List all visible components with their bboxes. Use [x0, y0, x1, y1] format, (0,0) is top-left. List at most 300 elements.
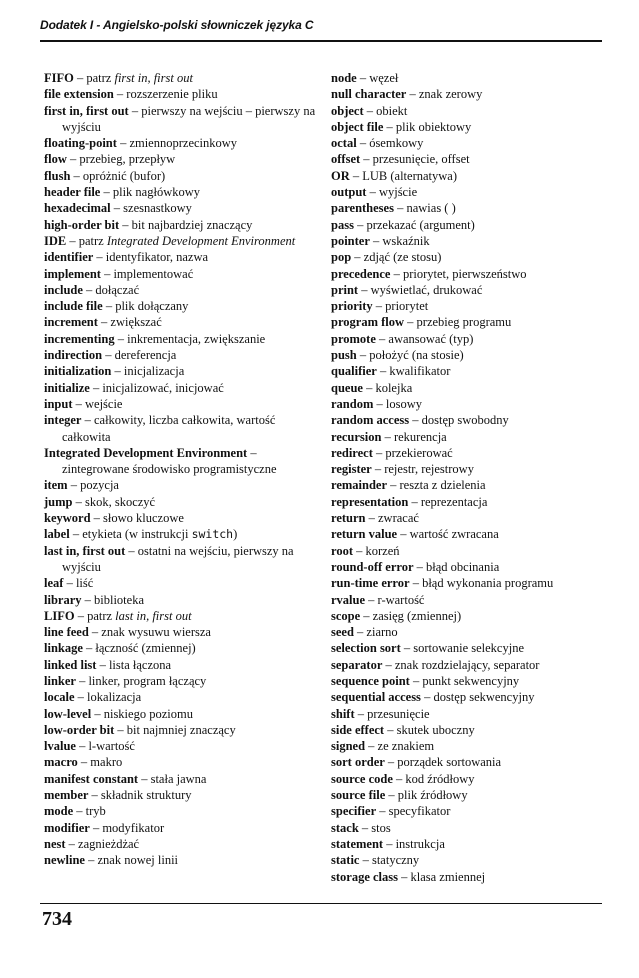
glossary-entry	[331, 477, 601, 493]
glossary-definition	[354, 218, 475, 232]
glossary-term: linker	[44, 673, 76, 688]
glossary-entry	[331, 135, 601, 151]
glossary-entry	[44, 103, 324, 136]
glossary-definition	[393, 772, 475, 786]
definition-text: – znak zerowy	[406, 87, 483, 102]
glossary-term: LIFO	[44, 608, 75, 623]
glossary-term: sort order	[331, 755, 385, 770]
glossary-entry	[331, 461, 601, 477]
glossary-term: random	[331, 396, 374, 411]
definition-text: – specyfikator	[376, 804, 451, 819]
glossary-term: locale	[44, 690, 75, 705]
running-header: Dodatek I - Angielsko-polski słowniczek języka C	[40, 18, 314, 32]
glossary-term: program flow	[331, 315, 405, 330]
glossary-term: indirection	[44, 348, 103, 363]
glossary-entry	[44, 412, 324, 445]
glossary-definition	[410, 674, 519, 688]
definition-text: – zasięg (zmiennej)	[360, 608, 462, 623]
glossary-definition	[63, 576, 93, 590]
definition-text: – błąd wykonania programu	[409, 576, 554, 591]
glossary-entry	[44, 624, 324, 640]
glossary-definition	[90, 821, 164, 835]
glossary-entry	[44, 151, 324, 167]
glossary-term: line feed	[44, 625, 89, 640]
glossary-definition	[76, 674, 206, 688]
glossary-definition	[101, 267, 193, 281]
definition-code: switch	[191, 527, 234, 542]
glossary-entry	[331, 738, 601, 754]
definition-text: – całkowity, liczba całkowita, wartość całkowita	[62, 413, 276, 444]
glossary-entry	[331, 347, 601, 363]
definition-text: – ze znakiem	[365, 739, 435, 754]
glossary-definition	[384, 723, 475, 737]
definition-text: – ostatni na wejściu, pierwszy na wyjściu	[62, 543, 294, 574]
glossary-term: flush	[44, 168, 71, 183]
definition-text: – przebieg programu	[404, 315, 512, 330]
glossary-term: member	[44, 788, 89, 803]
glossary-entry	[331, 119, 601, 135]
glossary-entry	[331, 510, 601, 526]
glossary-entry	[44, 347, 324, 363]
glossary-definition	[409, 413, 509, 427]
definition-text: – dołączać	[82, 282, 140, 297]
glossary-definition	[114, 87, 218, 101]
glossary-entry	[331, 233, 601, 249]
glossary-definition	[385, 755, 501, 769]
glossary-definition	[360, 152, 469, 166]
definition-text: – modyfikator	[89, 820, 165, 835]
glossary-term: mode	[44, 804, 74, 819]
definition-text: – plik dołączany	[102, 299, 189, 314]
definition-text: – linker, program łączący	[75, 673, 207, 688]
glossary-entry	[331, 429, 601, 445]
glossary-definition	[98, 315, 162, 329]
definition-reference: last in, first out	[115, 608, 192, 623]
definition-text: – niskiego poziomu	[91, 706, 193, 721]
glossary-entry	[44, 543, 324, 576]
definition-text: – reprezentacja	[408, 494, 488, 509]
definition-text: – przesunięcie, offset	[360, 152, 470, 167]
glossary-entry	[331, 266, 601, 282]
glossary-definition	[62, 413, 275, 443]
glossary-term: root	[331, 543, 353, 558]
definition-text: – wskaźnik	[369, 233, 430, 248]
definition-text: – znak nowej linii	[84, 853, 179, 868]
glossary-entry	[44, 608, 324, 624]
glossary-term: linked list	[44, 657, 97, 672]
glossary-entry	[331, 494, 601, 510]
glossary-definition	[351, 250, 441, 264]
glossary-definition	[360, 609, 461, 623]
definition-text: – wyjście	[366, 185, 418, 200]
glossary-entry	[44, 820, 324, 836]
glossary-term: qualifier	[331, 364, 377, 379]
glossary-entry	[44, 168, 324, 184]
glossary-definition	[66, 837, 140, 851]
definition-text: – przebieg, przepływ	[66, 152, 176, 167]
definition-text: – l-wartość	[75, 739, 135, 754]
glossary-term: statement	[331, 836, 384, 851]
glossary-term: include	[44, 282, 83, 297]
glossary-entry	[44, 314, 324, 330]
glossary-entry	[44, 298, 324, 314]
definition-text: – plik źródłowy	[385, 788, 468, 803]
glossary-term: source file	[331, 788, 386, 803]
glossary-entry	[44, 477, 324, 493]
glossary-term: offset	[331, 152, 361, 167]
definition-text: – korzeń	[353, 543, 400, 558]
glossary-definition	[354, 625, 398, 639]
glossary-entry	[44, 657, 324, 673]
definition-text: – wartość zwracana	[397, 527, 499, 542]
definition-text: – implementować	[100, 266, 194, 281]
glossary-entry	[331, 445, 601, 461]
glossary-definition	[68, 478, 119, 492]
glossary-definition	[377, 364, 451, 378]
glossary-term: recursion	[331, 429, 382, 444]
glossary-definition	[111, 201, 192, 215]
glossary-entry	[44, 380, 324, 396]
glossary-definition	[83, 283, 139, 297]
definition-text: – lista łączona	[96, 657, 172, 672]
glossary-entry	[331, 559, 601, 575]
definition-text: – etykieta (w instrukcji	[69, 527, 192, 542]
glossary-definition	[408, 495, 487, 509]
glossary-term: linkage	[44, 641, 83, 656]
glossary-term: octal	[331, 136, 357, 151]
glossary-definition	[119, 218, 252, 232]
definition-text: – r-wartość	[365, 592, 425, 607]
glossary-entry	[44, 70, 324, 86]
glossary-definition	[353, 544, 400, 558]
definition-reference: first in, first out	[114, 71, 193, 85]
glossary-entry	[331, 249, 601, 265]
definition-reference: Integrated Development Environment	[106, 233, 296, 248]
glossary-definition	[385, 788, 467, 802]
glossary-entry	[44, 526, 324, 542]
glossary-entry	[44, 494, 324, 510]
definition-text: – zwiększać	[97, 315, 162, 330]
glossary-entry	[44, 217, 324, 233]
glossary-entry	[331, 706, 601, 722]
glossary-entry	[44, 445, 324, 478]
glossary-term: promote	[331, 331, 376, 346]
glossary-entry	[331, 298, 601, 314]
glossary-term: label	[44, 527, 70, 542]
glossary-term: queue	[331, 380, 363, 395]
glossary-term: specifier	[331, 804, 377, 819]
definition-text: – priorytet	[372, 299, 429, 314]
glossary-term: seed	[331, 625, 354, 640]
glossary-term: input	[44, 396, 73, 411]
glossary-definition	[363, 381, 412, 395]
definition-text: – patrz	[66, 233, 107, 248]
glossary-term: shift	[331, 706, 355, 721]
glossary-term: sequence point	[331, 673, 410, 688]
glossary-entry	[44, 575, 324, 591]
glossary-entry	[44, 282, 324, 298]
glossary-entry	[44, 722, 324, 738]
glossary-entry	[44, 771, 324, 787]
glossary-entry	[44, 803, 324, 819]
definition-text: – bit najmniej znaczący	[114, 722, 236, 737]
definition-text: – zdjąć (ze stosu)	[351, 250, 442, 265]
definition-text: – skok, skoczyć	[72, 494, 156, 509]
definition-text: – skutek uboczny	[384, 722, 475, 737]
glossary-definition	[96, 658, 171, 672]
glossary-term: floating-point	[44, 136, 117, 151]
glossary-entry	[331, 771, 601, 787]
definition-text: – rejestr, rejestrowy	[371, 462, 474, 477]
definition-text: – losowy	[373, 396, 422, 411]
definition-text: – biblioteka	[81, 592, 144, 607]
glossary-entry	[331, 722, 601, 738]
glossary-definition	[398, 870, 485, 884]
glossary-term: null character	[331, 87, 407, 102]
glossary-definition	[359, 853, 419, 867]
definition-text: – szesnastkowy	[110, 201, 192, 216]
glossary-entry	[44, 592, 324, 608]
glossary-term: jump	[44, 494, 73, 509]
glossary-entry	[331, 608, 601, 624]
glossary-term: last in, first out	[44, 543, 126, 558]
definition-text: – stos	[358, 820, 391, 835]
glossary-definition	[366, 185, 417, 199]
glossary-term: identifier	[44, 250, 94, 265]
definition-text: – pozycja	[67, 478, 119, 493]
glossary-term: remainder	[331, 478, 388, 493]
glossary-entry	[331, 689, 601, 705]
glossary-column-right	[331, 70, 601, 885]
definition-text: – kolejka	[362, 380, 413, 395]
glossary-entry	[331, 624, 601, 640]
definition-text: – pierwszy na wejściu – pierwszy na wyjściu	[62, 103, 316, 134]
definition-text: – dostęp sekwencyjny	[420, 690, 535, 705]
glossary-term: rvalue	[331, 592, 366, 607]
footer-rule	[40, 903, 602, 904]
glossary-term: storage class	[331, 869, 398, 884]
glossary-entry	[331, 836, 601, 852]
glossary-term: node	[331, 71, 357, 85]
glossary-definition	[358, 283, 482, 297]
glossary-term: representation	[331, 494, 409, 509]
glossary-entry	[44, 266, 324, 282]
glossary-definition	[376, 804, 450, 818]
definition-text: – błąd obcinania	[413, 559, 500, 574]
definition-text: – rekurencja	[381, 429, 447, 444]
glossary-entry	[331, 200, 601, 216]
glossary-definition	[115, 332, 266, 346]
definition-text: – przekierować	[372, 445, 453, 460]
definition-text: – inicjalizacja	[111, 364, 185, 379]
glossary-term: modifier	[44, 820, 90, 835]
glossary-definition	[404, 315, 511, 329]
glossary-entry	[331, 803, 601, 819]
glossary-entry	[331, 396, 601, 412]
glossary-column-left	[44, 70, 324, 869]
glossary-entry	[44, 673, 324, 689]
definition-text: – identyfikator, nazwa	[93, 250, 209, 265]
glossary-term: signed	[331, 739, 366, 754]
glossary-definition	[373, 446, 453, 460]
definition-text: – kwalifikator	[376, 364, 451, 379]
glossary-definition	[67, 152, 175, 166]
glossary-definition	[357, 71, 399, 85]
glossary-entry	[44, 86, 324, 102]
glossary-definition	[383, 837, 445, 851]
glossary-term: item	[44, 478, 68, 493]
glossary-entry	[331, 217, 601, 233]
glossary-term: low-order bit	[44, 722, 115, 737]
glossary-entry	[44, 184, 324, 200]
glossary-definition	[357, 348, 464, 362]
definition-text: – ziarno	[353, 625, 398, 640]
glossary-definition	[88, 788, 191, 802]
definition-text: – liść	[63, 576, 94, 591]
glossary-entry	[331, 86, 601, 102]
glossary-term: register	[331, 462, 372, 477]
glossary-definition	[91, 511, 184, 525]
definition-text: – węzeł	[356, 71, 399, 85]
glossary-definition	[138, 772, 206, 786]
glossary-term: library	[44, 592, 82, 607]
glossary-definition	[414, 560, 500, 574]
glossary-definition	[102, 348, 176, 362]
glossary-entry	[44, 135, 324, 151]
glossary-entry	[44, 510, 324, 526]
glossary-entry	[331, 820, 601, 836]
glossary-entry	[44, 363, 324, 379]
definition-text: – inicjalizować, inicjować	[89, 380, 224, 395]
glossary-term: priority	[331, 299, 373, 314]
definition-text: – lokalizacja	[74, 690, 142, 705]
glossary-entry	[331, 151, 601, 167]
definition-text: – zagnieżdżać	[65, 836, 140, 851]
glossary-entry	[331, 869, 601, 885]
glossary-term: low-level	[44, 706, 92, 721]
glossary-entry	[331, 331, 601, 347]
definition-text: – dostęp swobodny	[409, 413, 509, 428]
glossary-definition	[72, 495, 155, 509]
definition-text: – patrz	[73, 71, 115, 85]
glossary-term: flow	[44, 152, 67, 167]
glossary-term: return	[331, 511, 366, 526]
glossary-entry	[331, 363, 601, 379]
definition-text: – położyć (na stosie)	[356, 348, 464, 363]
glossary-definition	[406, 87, 482, 101]
glossary-definition	[397, 527, 499, 541]
definition-text: – wejście	[72, 396, 123, 411]
glossary-term: initialize	[44, 380, 90, 395]
glossary-term: high-order bit	[44, 217, 120, 232]
glossary-entry	[331, 282, 601, 298]
glossary-term: include file	[44, 299, 103, 314]
glossary-term: separator	[331, 657, 383, 672]
glossary-entry	[331, 673, 601, 689]
glossary-entry	[331, 787, 601, 803]
definition-text: – LUB (alternatywa)	[349, 168, 458, 183]
glossary-entry	[44, 331, 324, 347]
definition-text: – składnik struktury	[88, 788, 192, 803]
glossary-definition	[89, 625, 211, 639]
glossary-term: leaf	[44, 576, 64, 591]
glossary-term: round-off error	[331, 559, 414, 574]
glossary-definition	[359, 821, 391, 835]
definition-text: – zintegrowane środowisko programistyczne	[62, 445, 277, 477]
glossary-term: pointer	[331, 233, 370, 248]
glossary-definition	[383, 120, 471, 134]
glossary-definition	[421, 690, 535, 704]
glossary-definition	[394, 201, 456, 215]
definition-text: – klasa zmiennej	[398, 869, 486, 884]
glossary-entry	[331, 592, 601, 608]
glossary-definition	[75, 690, 142, 704]
glossary-term: IDE	[44, 233, 67, 248]
glossary-definition	[70, 169, 165, 183]
glossary-definition	[357, 136, 424, 150]
definition-text: – dereferencja	[102, 348, 177, 363]
definition-text: – plik obiektowy	[383, 119, 472, 134]
glossary-definition	[365, 593, 424, 607]
definition-text: – znak rozdzielający, separator	[382, 657, 540, 672]
definition-text: – łączność (zmiennej)	[82, 641, 196, 656]
glossary-definition	[111, 364, 184, 378]
glossary-definition	[93, 250, 208, 264]
glossary-term: pass	[331, 217, 354, 232]
definition-text: – awansować (typ)	[375, 331, 474, 346]
page-number: 734	[42, 908, 72, 930]
glossary-term: selection sort	[331, 641, 401, 656]
glossary-definition	[350, 169, 457, 183]
definition-text: – sortowanie selekcyjne	[400, 641, 525, 656]
glossary-definition	[366, 511, 419, 525]
glossary-entry	[44, 689, 324, 705]
glossary-definition	[365, 739, 434, 753]
definition-text: – patrz	[74, 608, 116, 623]
definition-text: – zmiennoprzecinkowy	[116, 136, 238, 151]
glossary-term: hexadecimal	[44, 201, 111, 216]
glossary-term: implement	[44, 266, 101, 281]
definition-text: – makro	[77, 755, 123, 770]
definition-text: – priorytet, pierwszeństwo	[390, 266, 527, 281]
glossary-definition	[373, 299, 429, 313]
glossary-definition	[387, 478, 486, 492]
glossary-definition	[85, 853, 178, 867]
glossary-term: nest	[44, 836, 66, 851]
glossary-entry	[331, 543, 601, 559]
glossary-entry	[44, 836, 324, 852]
glossary-definition	[66, 234, 295, 248]
glossary-term: incrementing	[44, 331, 115, 346]
definition-text: – stała jawna	[138, 771, 207, 786]
definition-text: – przekazać (argument)	[353, 217, 475, 232]
glossary-entry	[331, 103, 601, 119]
glossary-definition	[73, 804, 106, 818]
glossary-definition	[390, 267, 526, 281]
definition-text: – statyczny	[359, 853, 420, 868]
glossary-term: random access	[331, 413, 410, 428]
glossary-definition	[372, 462, 474, 476]
header-rule	[40, 40, 602, 42]
glossary-definition	[114, 723, 235, 737]
glossary-entry	[44, 200, 324, 216]
glossary-definition	[75, 609, 192, 623]
glossary-definition	[364, 104, 408, 118]
glossary-definition	[355, 707, 430, 721]
glossary-definition	[73, 397, 123, 411]
glossary-definition	[401, 641, 524, 655]
glossary-entry	[331, 380, 601, 396]
